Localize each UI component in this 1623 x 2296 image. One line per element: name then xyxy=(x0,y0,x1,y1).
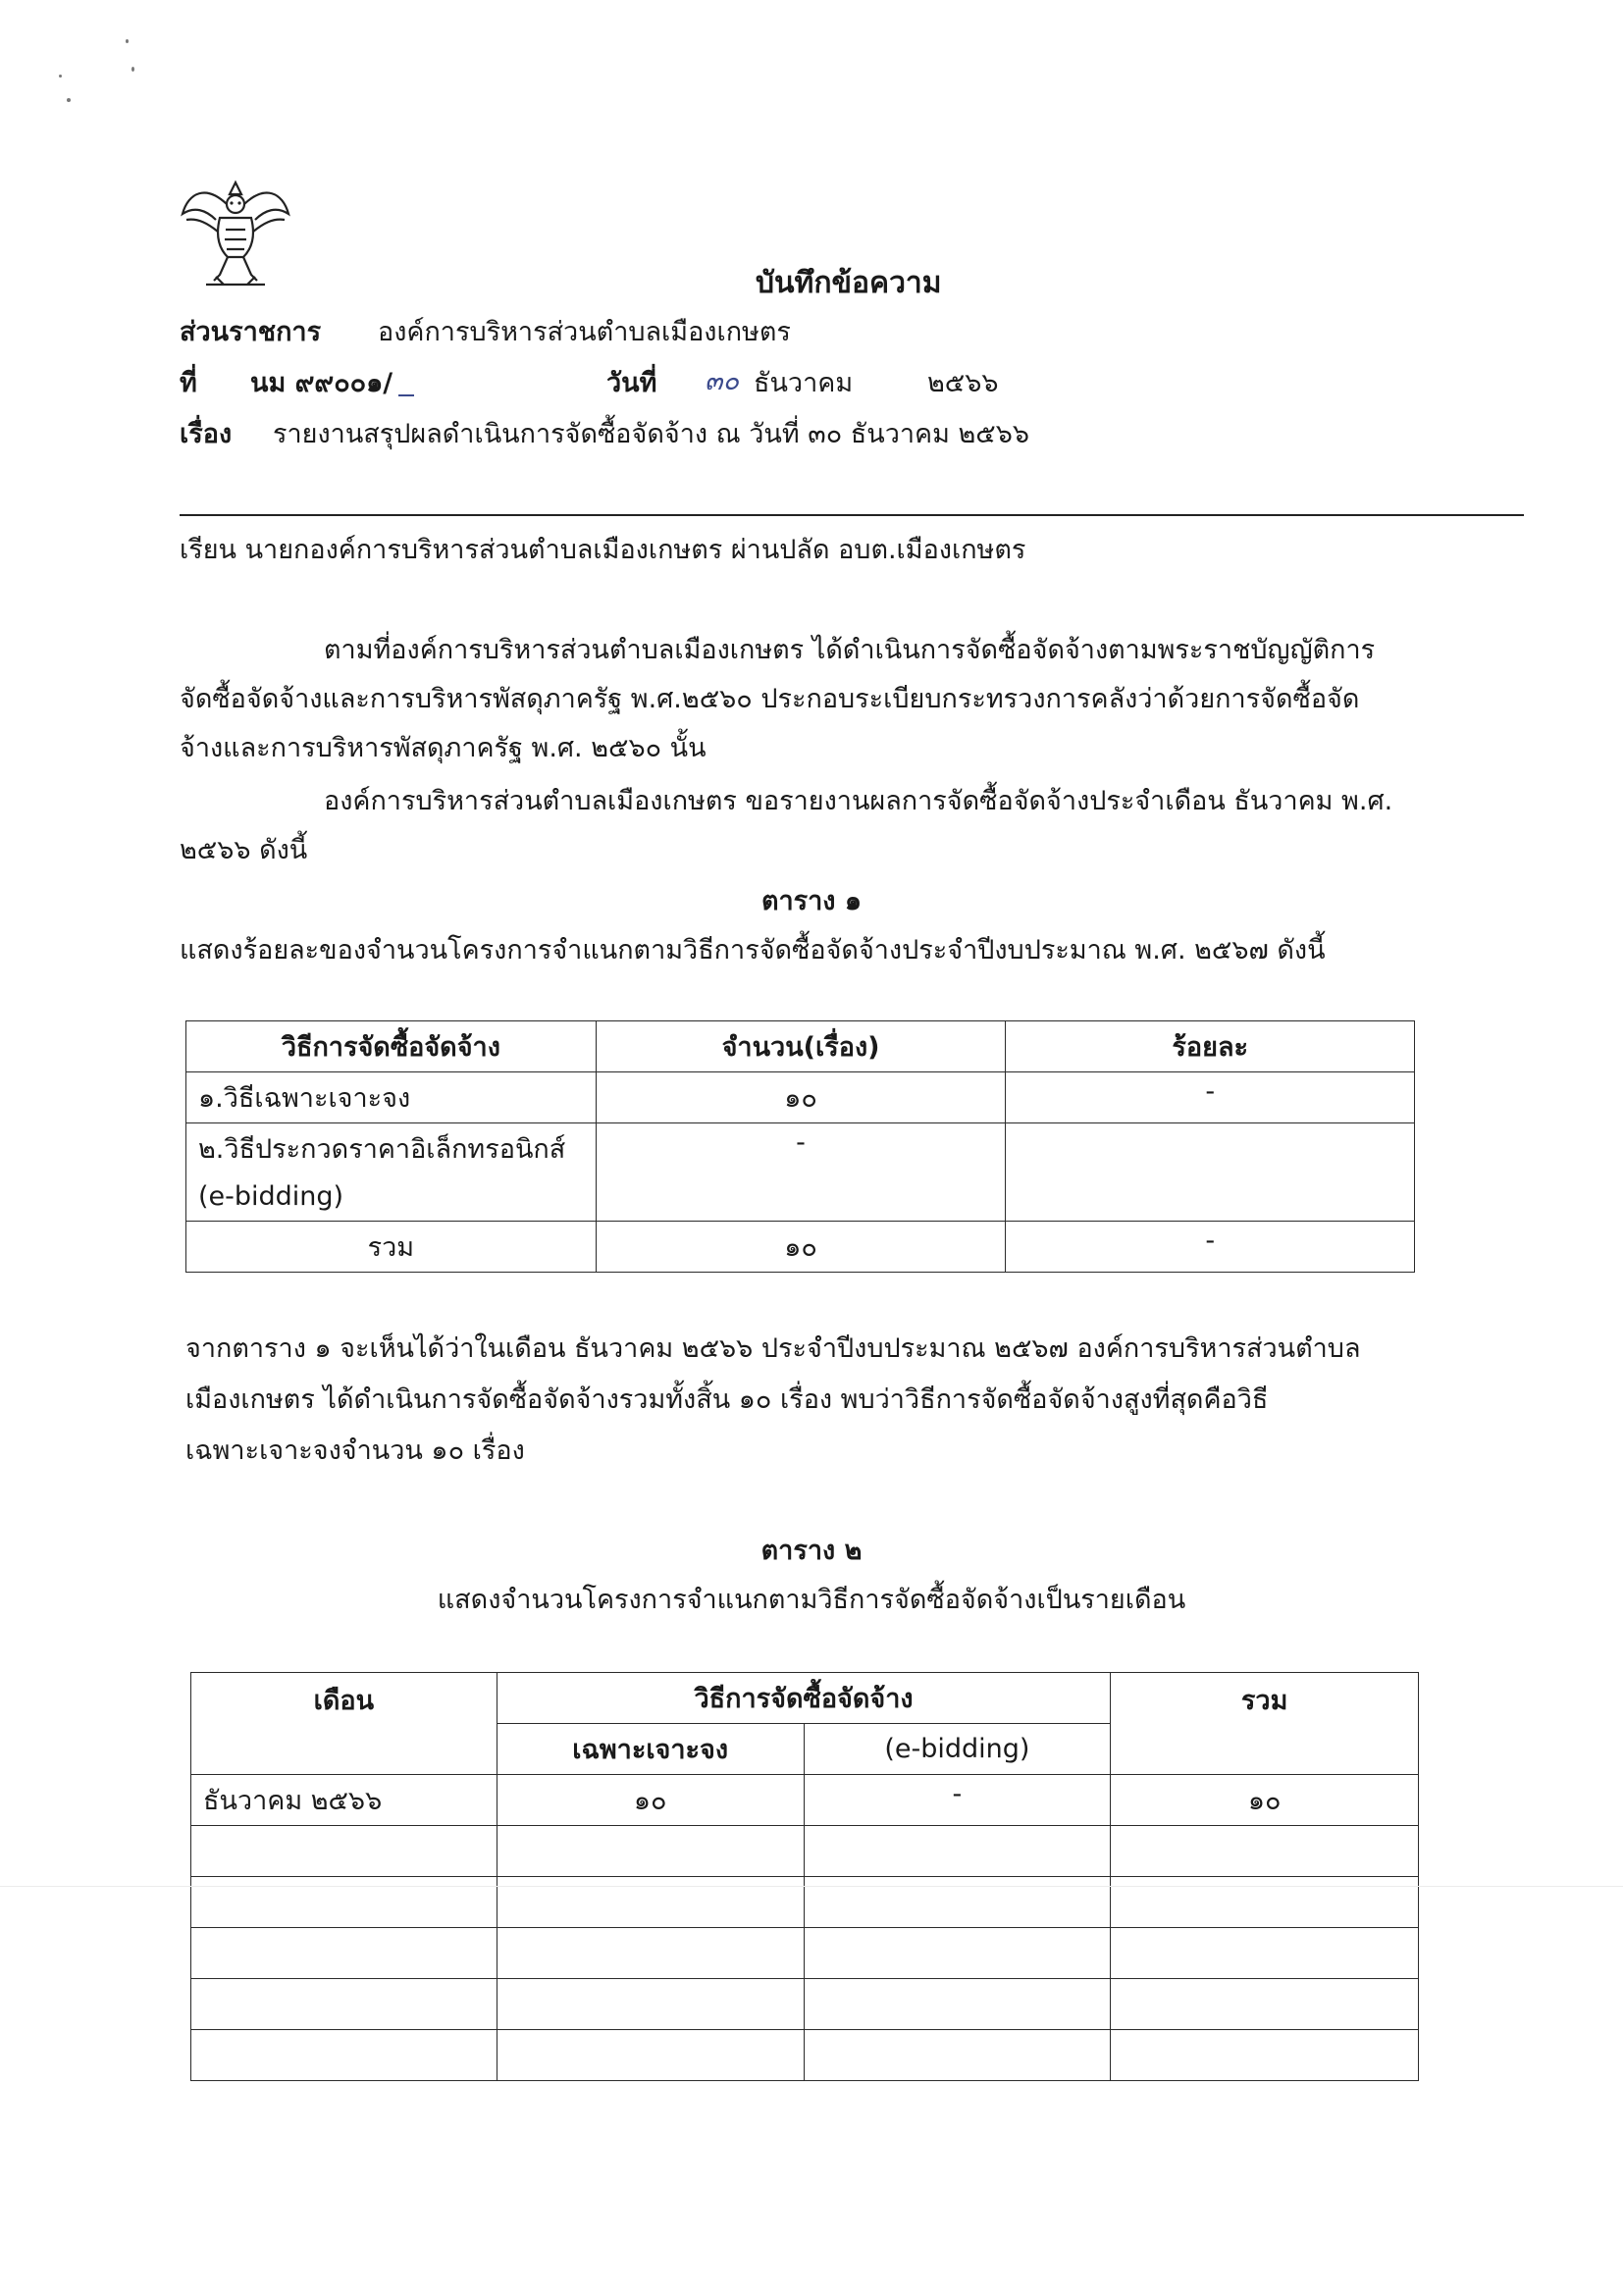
table-row xyxy=(191,1979,1419,2030)
scan-speck xyxy=(67,98,71,102)
date-label: วันที่ xyxy=(606,368,657,398)
table-cell xyxy=(497,1928,804,1979)
table-cell xyxy=(1006,1123,1415,1222)
document-title: บันทึกข้อความ xyxy=(756,266,942,300)
table-row xyxy=(186,1123,1415,1222)
table-1-header-method: วิธีการจัดซื้อจัดจ้าง xyxy=(186,1021,597,1072)
body-paragraph-1-line-3: จ้างและการบริหารพัสดุภาครัฐ พ.ศ. ๒๕๖๐ นั้น xyxy=(180,733,707,763)
table-cell xyxy=(804,1928,1111,1979)
table-cell xyxy=(1111,1928,1419,1979)
table-cell: ๑.วิธีเฉพาะเจาะจง xyxy=(186,1072,597,1123)
table-1-title: ตาราง ๑ xyxy=(760,886,863,916)
scan-speck xyxy=(131,67,134,72)
table-1-caption: แสดงร้อยละของจำนวนโครงการจำแนกตามวิธีการจัดซื้อจัดจ้างประจำปีงบประมาณ พ.ศ. ๒๕๖๗ ดังนี้ xyxy=(180,935,1326,965)
table-cell: - xyxy=(596,1123,1006,1222)
table-row xyxy=(191,1928,1419,1979)
table-cell xyxy=(191,1826,497,1877)
table-2-header-method: วิธีการจัดซื้อจัดจ้าง xyxy=(497,1673,1111,1724)
scan-fold-line xyxy=(0,1886,1623,1887)
table-row xyxy=(186,1072,1415,1123)
date-month: ธันวาคม xyxy=(754,368,854,398)
table-cell: ๑๐ xyxy=(1111,1775,1419,1826)
table-cell xyxy=(497,2030,804,2081)
table-cell-line: ๒.วิธีประกวดราคาอิเล็กทรอนิกส์ xyxy=(198,1134,566,1165)
table-cell xyxy=(1111,1826,1419,1877)
table-cell xyxy=(804,2030,1111,2081)
ref-label: ที่ xyxy=(180,368,197,398)
table-cell: ๑๐ xyxy=(596,1222,1006,1273)
subject-value: รายงานสรุปผลดำเนินการจัดซื้อจัดจ้าง ณ วันที่ ๓๐ ธันวาคม ๒๕๖๖ xyxy=(273,419,1029,449)
table-cell: ๑๐ xyxy=(596,1072,1006,1123)
table-cell: - xyxy=(1006,1222,1415,1273)
table-cell xyxy=(1111,1877,1419,1928)
table-cell xyxy=(497,1877,804,1928)
table-row xyxy=(191,1775,1419,1826)
table-cell xyxy=(804,1826,1111,1877)
table-cell xyxy=(804,1877,1111,1928)
subject-label: เรื่อง xyxy=(180,419,233,449)
ref-handwritten-mark xyxy=(398,394,414,396)
scan-speck xyxy=(126,39,129,43)
table-1 xyxy=(185,1020,1415,1273)
salutation: เรียน นายกองค์การบริหารส่วนตำบลเมืองเกษตร ผ่านปลัด อบต.เมืองเกษตร xyxy=(180,535,1026,565)
table-cell-line: (e-bidding) xyxy=(198,1181,344,1212)
table-row xyxy=(191,2030,1419,2081)
table-2 xyxy=(190,1672,1419,2081)
table-cell xyxy=(191,1877,497,1928)
table-2-header-total: รวม xyxy=(1111,1673,1419,1775)
body-paragraph-1-line-2: จัดซื้อจัดจ้างและการบริหารพัสดุภาครัฐ พ.ศ.๒๕๖๐ ประกอบระเบียบกระทรวงการคลังว่าด้วยการจัดซื้อจัด xyxy=(180,684,1360,714)
table-row xyxy=(186,1222,1415,1273)
header-divider xyxy=(180,514,1524,516)
table-cell xyxy=(804,1979,1111,2030)
table-2-subheader-specific: เฉพาะเจาะจง xyxy=(497,1724,804,1775)
summary-line-2: เมืองเกษตร ได้ดำเนินการจัดซื้อจัดจ้างรวมทั้งสิ้น ๑๐ เรื่อง พบว่าวิธีการจัดซื้อจัดจ้างสูงที่สุดคือวิธี xyxy=(185,1384,1269,1415)
table-cell xyxy=(191,1979,497,2030)
table-cell: - xyxy=(804,1775,1111,1826)
scan-speck xyxy=(59,75,62,78)
agency-value: องค์การบริหารส่วนตำบลเมืองเกษตร xyxy=(378,317,791,347)
table-2-subheader-ebidding: (e-bidding) xyxy=(804,1724,1111,1775)
summary-line-1: จากตาราง ๑ จะเห็นได้ว่าในเดือน ธันวาคม ๒๕๖๖ ประจำปีงบประมาณ ๒๕๖๗ องค์การบริหารส่วนตำบล xyxy=(185,1333,1361,1364)
table-2-caption: แสดงจำนวนโครงการจำแนกตามวิธีการจัดซื้อจัดจ้างเป็นรายเดือน xyxy=(437,1585,1186,1615)
table-2-header-month: เดือน xyxy=(191,1673,497,1775)
body-paragraph-1-line-1: ตามที่องค์การบริหารส่วนตำบลเมืองเกษตร ได้ดำเนินการจัดซื้อจัดจ้างตามพระราชบัญญัติการ xyxy=(324,635,1376,665)
table-cell xyxy=(191,1928,497,1979)
table-cell: รวม xyxy=(186,1222,597,1273)
table-cell xyxy=(1111,1979,1419,2030)
garuda-emblem-icon xyxy=(177,175,294,290)
table-row xyxy=(191,1877,1419,1928)
date-year: ๒๕๖๖ xyxy=(927,368,999,398)
table-cell xyxy=(497,1826,804,1877)
table-cell xyxy=(497,1979,804,2030)
summary-line-3: เฉพาะเจาะจงจำนวน ๑๐ เรื่อง xyxy=(185,1435,525,1466)
table-1-header-percent: ร้อยละ xyxy=(1006,1021,1415,1072)
body-paragraph-2-line-1: องค์การบริหารส่วนตำบลเมืองเกษตร ขอรายงานผลการจัดซื้อจัดจ้างประจำเดือน ธันวาคม พ.ศ. xyxy=(324,786,1393,816)
agency-label: ส่วนราชการ xyxy=(180,317,322,347)
body-paragraph-2-line-2: ๒๕๖๖ ดังนี้ xyxy=(180,835,308,865)
table-cell xyxy=(186,1123,597,1222)
table-2-title: ตาราง ๒ xyxy=(760,1536,863,1566)
date-day-handwritten: ๓๐ xyxy=(705,366,739,396)
table-cell xyxy=(1111,2030,1419,2081)
table-cell xyxy=(191,2030,497,2081)
table-1-header-count: จำนวน(เรื่อง) xyxy=(596,1021,1006,1072)
table-cell: ๑๐ xyxy=(497,1775,804,1826)
table-row xyxy=(191,1826,1419,1877)
table-cell: ธันวาคม ๒๕๖๖ xyxy=(191,1775,497,1826)
ref-value: นม ๙๙๐๐๑/ xyxy=(250,368,393,398)
table-cell: - xyxy=(1006,1072,1415,1123)
